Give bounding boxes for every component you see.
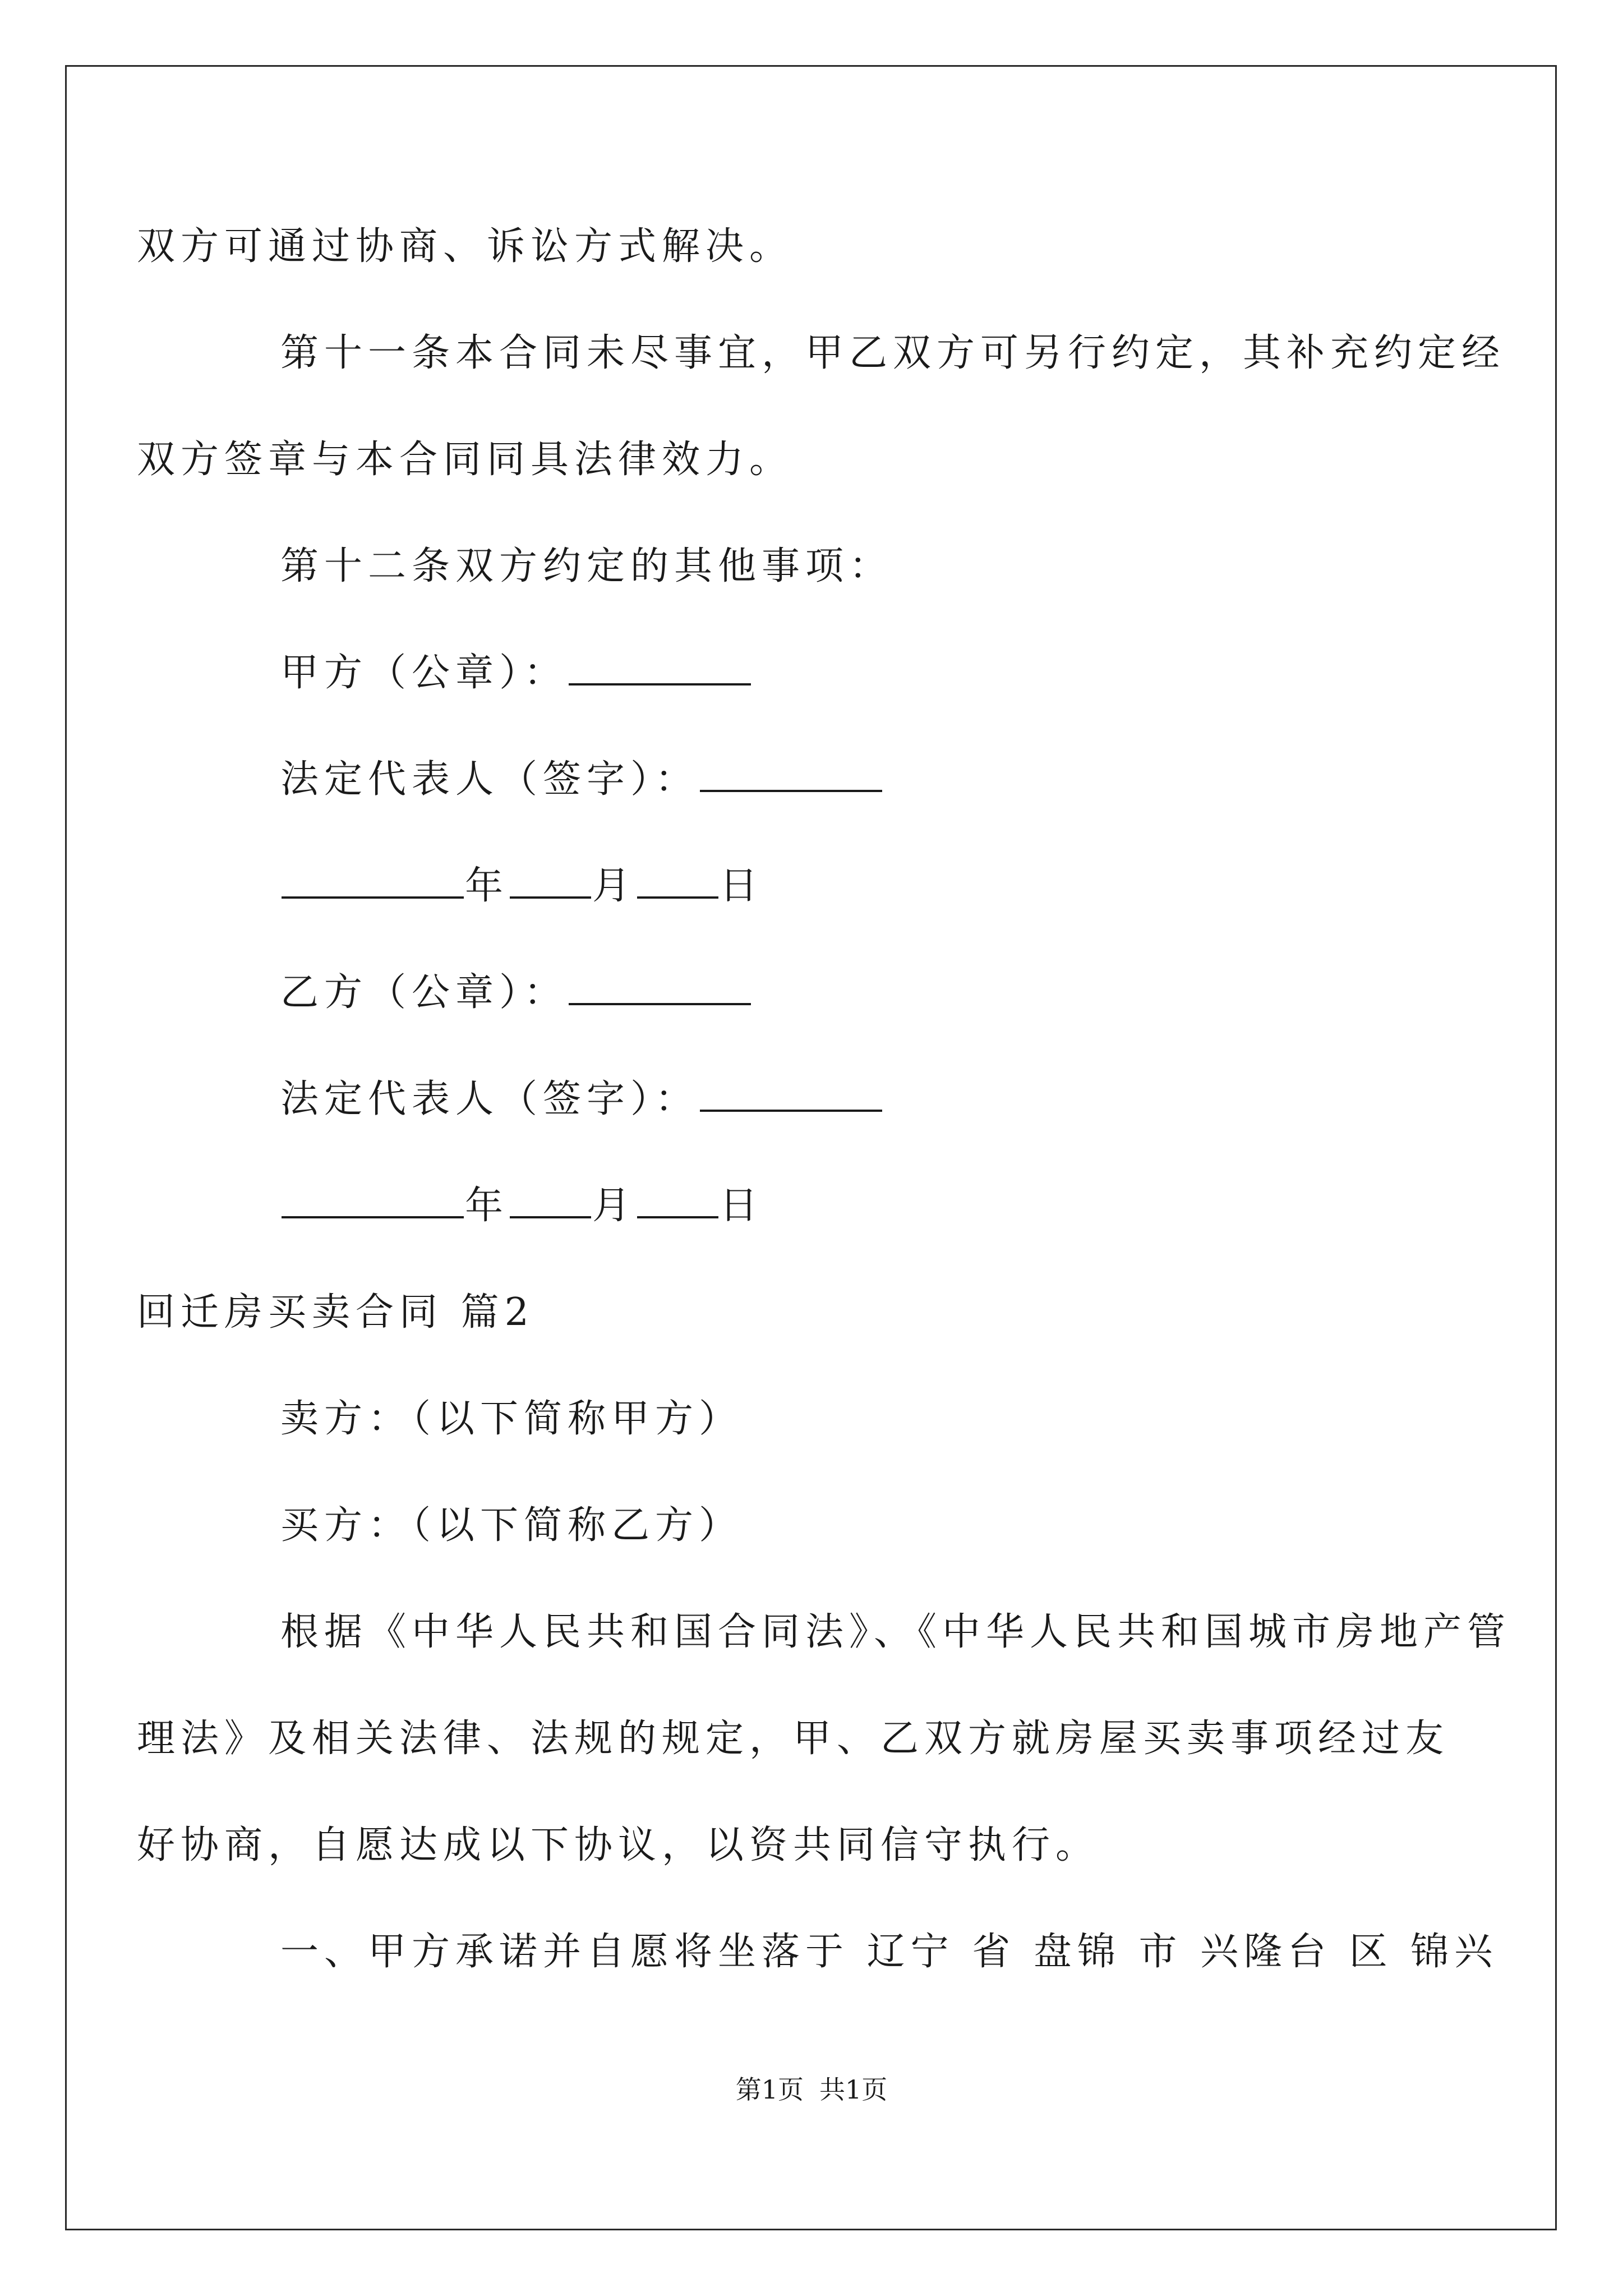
party-a-seal-blank xyxy=(569,650,751,685)
party-a-rep-label: 法定代表人（签字）： xyxy=(280,757,699,802)
party-b-month-label: 月 xyxy=(592,1184,637,1228)
party-a-day-blank xyxy=(637,863,718,899)
basis-paragraph-line-1: 根据《中华人民共和国合同法》、《中华人民共和国城市房地产管 xyxy=(280,1610,1511,1654)
text-line-1: 双方可通过协商、诉讼方式解决。 xyxy=(137,224,794,269)
party-b-day-label: 日 xyxy=(720,1184,764,1228)
party-a-seal-label: 甲方（公章）： xyxy=(280,651,568,695)
text-article-11-line-2: 双方签章与本合同同具法律效力。 xyxy=(137,438,794,482)
party-a-year-blank xyxy=(282,863,464,899)
party-a-date-row xyxy=(280,861,763,912)
seller-line: 卖方：（以下简称甲方） xyxy=(280,1397,743,1441)
party-b-date-row xyxy=(280,1181,763,1231)
party-b-rep-blank xyxy=(700,1076,882,1112)
party-a-rep-row xyxy=(280,754,883,805)
basis-paragraph-line-2: 理法》及相关法律、法规的规定，甲、乙双方就房屋买卖事项经过友 xyxy=(137,1717,1450,1761)
party-a-seal-row xyxy=(280,648,752,698)
party-b-seal-row xyxy=(280,968,752,1018)
party-a-month-label: 月 xyxy=(592,864,637,908)
text-article-12: 第十二条双方约定的其他事项： xyxy=(280,544,893,588)
party-b-seal-label: 乙方（公章）： xyxy=(280,970,568,1015)
basis-paragraph-line-3: 好协商，自愿达成以下协议，以资共同信守执行。 xyxy=(137,1823,1100,1867)
party-a-month-blank xyxy=(510,863,591,899)
clause-1-line-1: 一、甲方承诺并自愿将坐落于 辽宁 省 盘锦 市 兴隆台 区 锦兴 xyxy=(280,1930,1498,1974)
party-b-month-blank xyxy=(510,1182,591,1218)
party-a-day-label: 日 xyxy=(720,864,764,908)
party-a-rep-blank xyxy=(700,756,882,792)
page-border xyxy=(65,65,1557,2230)
section-heading: 回迁房买卖合同 篇2 xyxy=(137,1290,534,1335)
party-b-day-blank xyxy=(637,1182,718,1218)
party-b-year-blank xyxy=(282,1182,464,1218)
party-b-rep-label: 法定代表人（签字）： xyxy=(280,1077,699,1121)
party-b-rep-row xyxy=(280,1074,883,1125)
party-b-seal-blank xyxy=(569,969,751,1005)
text-article-11-line-1: 第十一条本合同未尽事宜，甲乙双方可另行约定，其补充约定经 xyxy=(280,331,1506,375)
party-b-year-label: 年 xyxy=(465,1184,509,1228)
buyer-line: 买方：（以下简称乙方） xyxy=(280,1503,743,1548)
page-total: 共1页 xyxy=(819,2074,888,2105)
page-number: 第1页 xyxy=(735,2074,804,2105)
page-footer xyxy=(0,2073,1623,2106)
party-a-year-label: 年 xyxy=(465,864,509,908)
